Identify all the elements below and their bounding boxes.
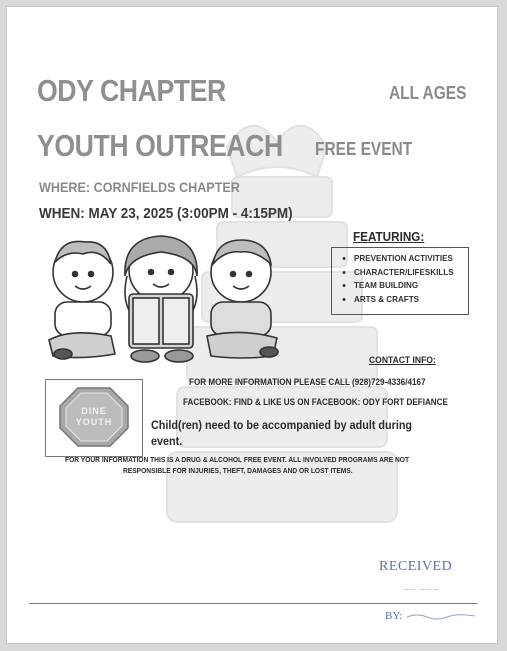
featuring-heading: FEATURING: [353,229,425,244]
received-by-label: BY: [385,610,403,622]
facebook-line: FACEBOOK: FIND & LIKE US ON FACEBOOK: ODY FORT DEFIANCE [183,397,448,407]
featuring-item: • ARTS & CRAFTS [354,293,462,307]
disclaimer-line-1: FOR YOUR INFORMATION THIS IS A DRUG & ALCOHOL FREE EVENT. ALL INVOLVED PROGRAMS ARE NOT [65,455,410,464]
phone-line: FOR MORE INFORMATION PLEASE CALL (928)729-4336/4167 [189,377,426,387]
contact-heading: CONTACT INFO: [369,355,436,366]
logo-box [45,379,143,457]
logo-text: DINE YOUTH [75,406,113,427]
signature-scribble [405,611,477,621]
flyer-page [6,6,498,644]
featuring-item: • TEAM BUILDING [354,279,462,293]
accompany-line-1: Child(ren) need to be accompanied by adult during [151,418,413,432]
featuring-list-box [331,247,469,315]
free-event-label: FREE EVENT [315,139,413,159]
disclaimer-line-2: RESPONSIBLE FOR INJURIES, THEFT, DAMAGES AND OR LOST ITEMS. [123,466,353,475]
accompany-line-2: event. [151,434,183,448]
title-line-2: YOUTH OUTREACH [37,128,283,163]
kids-reading-illustration [41,232,285,364]
all-ages-label: ALL AGES [389,83,467,103]
title-line-1: ODY CHAPTER [37,73,226,108]
received-stamp: RECEIVED [379,559,453,574]
where-line: WHERE: CORNFIELDS CHAPTER [39,179,240,195]
signature-rule [29,603,477,604]
featuring-list [332,252,468,306]
handwritten-mark: ~~ ~~~ [403,585,440,594]
featuring-item: • PREVENTION ACTIVITIES [354,252,462,266]
featuring-item: • CHARACTER/LIFESKILLS [354,266,462,280]
when-line: WHEN: MAY 23, 2025 (3:00PM - 4:15PM) [39,205,293,222]
